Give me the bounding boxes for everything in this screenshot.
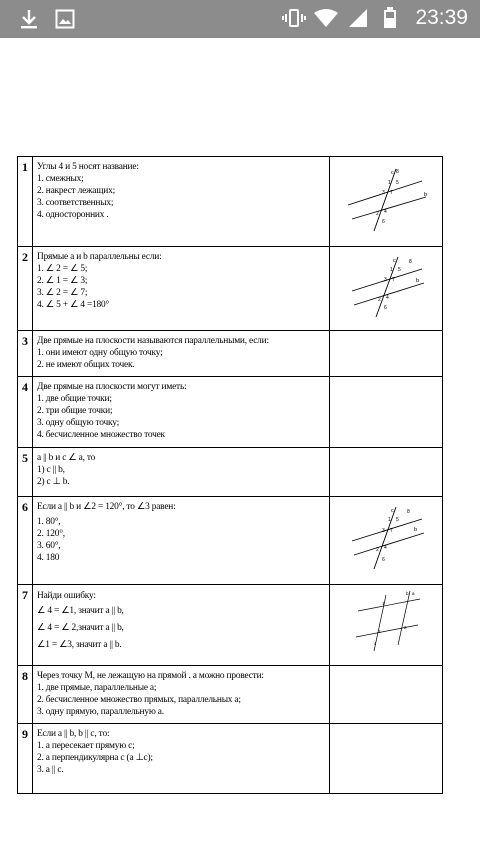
- question-text: [33, 377, 330, 448]
- question-text: [33, 497, 330, 585]
- question-line: 4. 180: [37, 553, 60, 563]
- svg-text:4: 4: [384, 209, 387, 215]
- question-line: 1. смежных;: [37, 174, 84, 184]
- svg-text:c: c: [391, 508, 394, 514]
- svg-text:b: b: [414, 527, 418, 533]
- question-line: 1. ∠ 2 = ∠ 5;: [37, 264, 88, 274]
- question-line: Две прямые на плоскости называются параллельными, если:: [37, 336, 269, 346]
- table-row: [18, 247, 443, 331]
- svg-text:c: c: [393, 258, 396, 264]
- clock: 23:39: [415, 6, 468, 29]
- question-line: 4. односторонних .: [37, 210, 109, 220]
- question-line: Прямые a и b параллельны если:: [37, 252, 162, 262]
- svg-text:5: 5: [396, 517, 399, 523]
- svg-text:3: 3: [378, 629, 381, 634]
- question-line: 2. не имеют общих точек.: [37, 360, 135, 370]
- question-text: [33, 724, 330, 794]
- signal-icon: [347, 7, 369, 29]
- svg-text:6: 6: [382, 557, 385, 563]
- question-line: 2. накрест лежащих;: [37, 186, 115, 196]
- svg-text:b: b: [416, 278, 420, 284]
- svg-text:7: 7: [390, 528, 393, 534]
- question-number: 5: [18, 448, 33, 497]
- question-number: 9: [18, 724, 33, 794]
- question-line: Найди ошибку:: [37, 591, 96, 601]
- question-line: 1) c || b,: [37, 465, 65, 475]
- svg-text:1: 1: [382, 601, 385, 606]
- question-number: 1: [18, 157, 33, 247]
- svg-text:2: 2: [404, 625, 407, 630]
- question-line: 1. они имеют одну общую точку;: [37, 348, 163, 358]
- svg-text:6: 6: [382, 219, 385, 225]
- image-icon[interactable]: [54, 8, 76, 30]
- transversal-figure: [330, 157, 442, 241]
- question-text: [33, 157, 330, 247]
- svg-text:2: 2: [378, 297, 381, 303]
- table-row: [18, 666, 443, 724]
- svg-text:4: 4: [384, 545, 387, 551]
- question-line: 2. три общие точки;: [37, 406, 113, 416]
- svg-text:7: 7: [392, 277, 395, 283]
- question-number: 2: [18, 247, 33, 331]
- question-line: Углы 4 и 5 носят название:: [37, 162, 139, 172]
- svg-text:1: 1: [388, 517, 391, 523]
- document-page: [17, 156, 436, 775]
- svg-text:a: a: [412, 591, 415, 596]
- question-line: a || b и c ∠ a, то: [37, 453, 96, 463]
- svg-text:6: 6: [384, 305, 387, 311]
- question-number: 7: [18, 585, 33, 666]
- question-line: ∠ 4 = ∠1, значит a || b,: [37, 606, 124, 616]
- svg-text:7: 7: [390, 190, 393, 196]
- question-line: 4. бесчисленное множество точек: [37, 430, 165, 440]
- question-line: 2. a перпендикулярна с (a ⊥c);: [37, 753, 153, 763]
- battery-icon: [379, 7, 401, 29]
- question-text: [33, 331, 330, 377]
- question-number: 3: [18, 331, 33, 377]
- table-row: [18, 377, 443, 448]
- question-number: 6: [18, 497, 33, 585]
- question-line: ∠1 = ∠3, значит a || b.: [37, 640, 122, 650]
- transversal-figure: [330, 497, 442, 579]
- question-line: 1. две общие точки;: [37, 394, 112, 404]
- svg-text:8: 8: [407, 509, 410, 515]
- table-row: [18, 331, 443, 377]
- svg-text:8: 8: [396, 169, 399, 175]
- figure-cell: [330, 377, 443, 448]
- question-line: ∠ 4 = ∠ 2,значит a || b,: [37, 623, 124, 633]
- figure-cell: [330, 666, 443, 724]
- figure-cell: [330, 724, 443, 794]
- question-line: Если a || b, b || c, то:: [37, 729, 110, 739]
- question-line: 4. ∠ 5 + ∠ 4 =180°: [37, 300, 110, 310]
- question-line: 3. одну прямую, параллельную a.: [37, 707, 164, 717]
- question-line: 2. ∠ 1 = ∠ 3;: [37, 276, 88, 286]
- question-line: Если a || b и ∠2 = 120°, то ∠3 равен:: [37, 502, 176, 512]
- transversal-figure: [330, 247, 442, 325]
- figure-cell: [330, 448, 443, 497]
- quiz-table: [17, 156, 443, 794]
- svg-text:1: 1: [388, 180, 391, 186]
- question-line: Две прямые на плоскости могут иметь:: [37, 382, 187, 392]
- svg-text:4: 4: [374, 641, 377, 646]
- question-number: 4: [18, 377, 33, 448]
- svg-text:5: 5: [396, 180, 399, 186]
- svg-text:c: c: [391, 170, 394, 176]
- figure-cell: [330, 331, 443, 377]
- question-text: [33, 666, 330, 724]
- question-line: 1. 80°,: [37, 517, 61, 527]
- question-line: 2. 120°,: [37, 529, 65, 539]
- parallel-lines-figure: [330, 585, 442, 660]
- question-line: 3. соответственных;: [37, 198, 114, 208]
- figure-cell: [330, 497, 443, 585]
- question-line: 2) c ⊥ b.: [37, 477, 70, 487]
- table-row: [18, 585, 443, 666]
- question-line: Через точку М, не лежащую на прямой . а можно провести:: [37, 671, 264, 681]
- svg-text:8: 8: [409, 259, 412, 265]
- question-line: 3. одну общую точку;: [37, 418, 120, 428]
- question-text: [33, 448, 330, 497]
- question-line: 3. 60°,: [37, 541, 61, 551]
- download-icon[interactable]: [18, 8, 40, 30]
- table-row: [18, 157, 443, 247]
- svg-text:2: 2: [376, 547, 379, 553]
- svg-text:2: 2: [376, 211, 379, 217]
- figure-cell: [330, 247, 443, 331]
- figure-cell: [330, 157, 443, 247]
- question-line: 1. две прямые, параллельные a;: [37, 683, 157, 693]
- svg-text:3: 3: [382, 528, 385, 534]
- question-line: 1. a пересекает прямую c;: [37, 741, 135, 751]
- figure-cell: [330, 585, 443, 666]
- vibrate-icon: [283, 7, 305, 29]
- question-line: 3. ∠ 2 = ∠ 7;: [37, 288, 88, 298]
- question-line: 3. a || c.: [37, 765, 64, 775]
- svg-text:1: 1: [390, 267, 393, 273]
- svg-text:3: 3: [382, 190, 385, 196]
- svg-text:5: 5: [398, 267, 401, 273]
- question-text: [33, 247, 330, 331]
- table-row: [18, 724, 443, 794]
- svg-text:4: 4: [386, 295, 389, 301]
- table-row: [18, 448, 443, 497]
- svg-text:b: b: [424, 192, 428, 198]
- question-line: 2. бесчисленное множество прямых, параллельных a;: [37, 695, 241, 705]
- table-row: [18, 497, 443, 585]
- question-number: 8: [18, 666, 33, 724]
- wifi-icon: [315, 7, 337, 29]
- svg-text:b: b: [406, 591, 409, 596]
- status-bar: [0, 0, 480, 38]
- svg-text:3: 3: [384, 277, 387, 283]
- question-text: [33, 585, 330, 666]
